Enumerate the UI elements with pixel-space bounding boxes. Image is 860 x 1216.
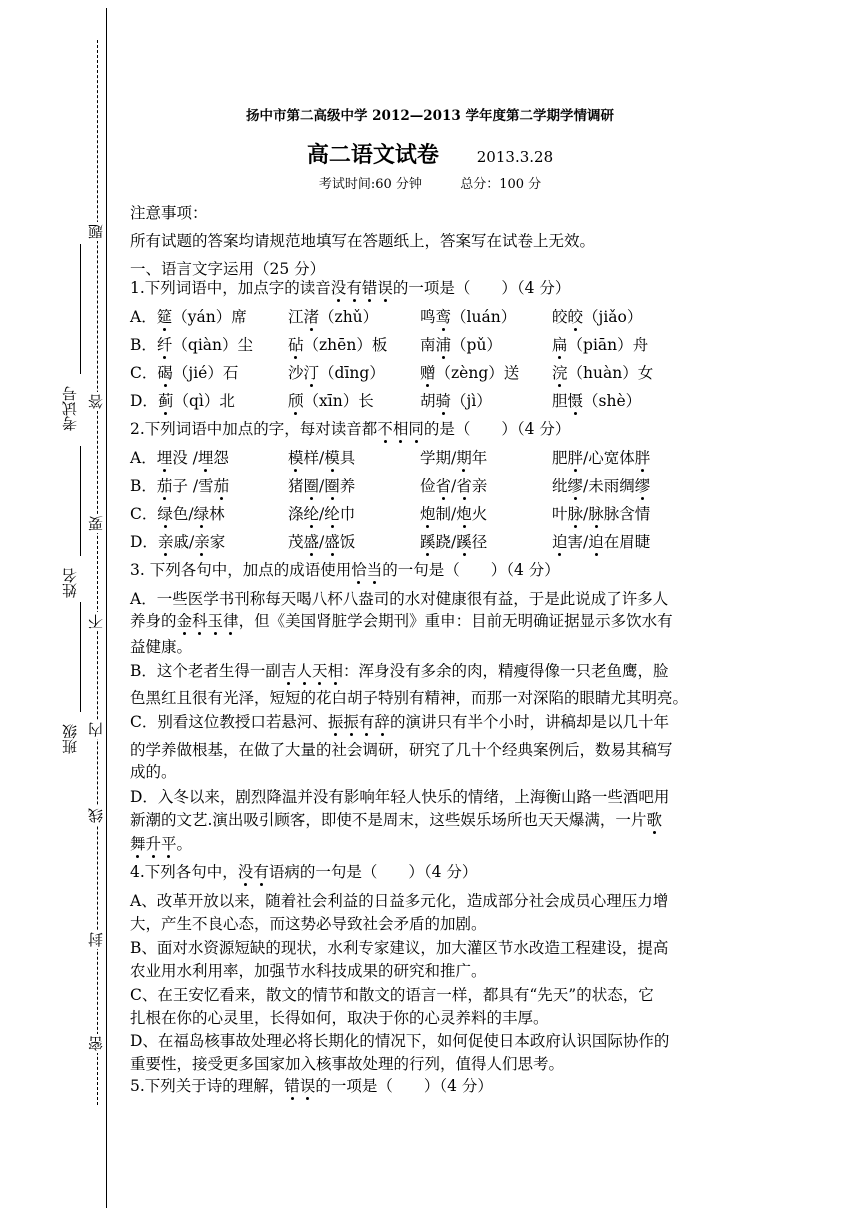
text-run: 子 /雪 [172,477,214,495]
text-line [130,589,668,609]
title-row [130,140,730,170]
emphasis-dot-char: 相 [327,662,343,680]
text-line [130,611,673,631]
text-run: 江 [288,308,304,326]
text-run: 肥 [552,449,568,467]
option-cell [420,532,487,552]
text-line [130,740,673,760]
emphasis-dot-char: 埋 [156,449,173,467]
emphasis-dot-char: 鸾 [435,308,452,326]
text-run: （zhēn）板 [303,336,388,354]
emphasis-dot-char: 辞 [374,713,390,731]
emphasis-dot-char: 升 [145,835,162,853]
emphasis-dot-char: 茄 [156,477,173,495]
emphasis-dot-char: 盛 [303,533,320,551]
text-run: 的一项是（ ）（4 分） [315,1077,493,1095]
text-run: A． [130,449,157,467]
school-term-heading: 扬中市第二高级中学 2012—2013 学年度第二学期学情调研 [245,108,615,124]
text-run: 皎 [552,308,568,326]
text-run: B． [130,336,157,354]
text-run: A．一些医学书刊称每天喝八杯八盎司的水对健康很有益，于是此说成了许多人 [130,590,669,608]
emphasis-dot-char: 振 [343,713,359,731]
option-cell [552,504,650,524]
text-run: 涤 [288,505,304,523]
text-run: 猪 [288,477,304,495]
emphasis-dot-char: 赠 [420,364,436,382]
text-run: D、在福岛核事故处理必将长期化的情况下，如何促使日本政府认识国际协作的 [130,1032,670,1050]
seal-char: 密 [87,1036,105,1051]
text-run: A、改革开放以来，随着社会利益的日益多元化，造成部分社会成员心理压力增 [130,892,669,910]
emphasis-dot-char: 慑 [567,392,584,410]
text-line [130,712,669,732]
option-cell [288,307,378,327]
emphasis-dot-char: 迫 [552,533,568,551]
text-run: （zhǔ） [319,308,379,326]
seal-char: 答 [87,394,105,409]
text-run: （piān）舟 [567,336,649,354]
text-run: （pǔ） [451,336,502,354]
emphasis-dot-char: 纤 [156,336,173,354]
emphasis-dot-char: 模 [288,449,304,467]
emphasis-dot-char: 颀 [288,392,304,410]
paper-title: 高二语文试卷 [306,142,439,168]
text-run: A． [130,308,157,326]
text-run: 色/ [172,505,194,523]
option-cell [420,391,492,411]
emphasis-dot-char: 迫 [588,533,604,551]
option-cell [552,391,641,411]
text-line [130,787,669,807]
emphasis-dot-char: 砧 [288,336,304,354]
emphasis-dot-char: 缪 [634,477,651,495]
exam-time: 考试时间:60 分钟 [318,177,422,192]
text-run: 家 [209,533,226,551]
text-run: 的是（ ）（4 分） [423,420,571,438]
emphasis-dot-char: 错 [284,1077,300,1095]
text-run: C． [130,364,158,382]
class-line[interactable] [80,602,81,712]
text-run: 径 [471,533,488,551]
option-cell [288,363,385,383]
emphasis-dot-char: 省 [435,477,452,495]
emphasis-dot-char: 恰 [351,561,367,579]
option-cell [552,476,650,496]
text-run: ：浑身没有多余的肉，精瘦得像一只老鱼鹰，脸 [342,662,669,680]
question-stem [130,862,477,882]
text-run: （yán）席 [172,308,247,326]
text-line [130,688,688,708]
text-run: D． [130,533,158,551]
text-run: （luán） [451,308,517,326]
name-line[interactable] [80,446,81,556]
text-run: 语病的一句是（ ）（4 分） [268,863,478,881]
text-run: （zèng）送 [435,364,520,382]
emphasis-dot-char: 振 [327,713,344,731]
text-run: 沙 [288,364,304,382]
emphasis-dot-char: 期 [456,449,472,467]
text-run: 色黑红且很有光泽，短短的花白胡子特别有精神，而那一对深陷的眼睛尤其明亮。 [130,689,689,707]
text-run: 新潮的文艺.演出吸引顾客，即使不是周末，这些娱乐场所也天天爆满，一片 [130,811,647,829]
emphasis-dot-char: 浣 [552,364,568,382]
text-run: 大，产生不良心态，而这势必导致社会矛盾的加剧。 [130,915,487,933]
emphasis-dot-char: 金 [176,612,193,630]
option-cell [552,448,650,468]
emphasis-dot-char: 没 [237,863,254,881]
text-run: ，但《美国肾脏学会期刊》重申：目前无明确证据显示多饮水有 [238,612,673,630]
text-run: 没 / [172,449,198,467]
text-run: 火 [471,505,488,523]
text-run: 饭 [339,533,356,551]
text-run: 鸣 [420,308,436,326]
text-run: C、在王安忆看来，散文的情节和散文的语言一样，都具有“先天”的状态，它 [130,986,654,1004]
exam-total: 总分：100 分 [460,177,542,192]
emphasis-dot-char: 有 [346,279,362,297]
text-run: 学期/ [420,449,457,467]
emphasis-dot-char: 扁 [552,336,568,354]
emphasis-dot-char: 缪 [567,477,584,495]
emphasis-dot-char: 脉 [588,505,604,523]
text-run: 在眉睫 [603,533,651,551]
option-cell [130,335,253,355]
option-cell [130,532,225,552]
text-line [130,762,177,782]
option-cell [130,448,229,468]
option-cell [130,476,229,496]
emphasis-dot-char: 蓟 [157,392,174,410]
emphasis-dot-char: 圈 [303,477,320,495]
exam-number-line[interactable] [80,244,81,374]
emphasis-dot-char: 炮 [420,505,436,523]
emphasis-dot-char: 不 [377,420,393,438]
seal-char: 要 [87,516,105,531]
text-run: B、面对水资源短缺的现状，水利专家建议，加大灌区节水改造工程建设，提高 [130,939,669,957]
text-run: 亲 [471,477,488,495]
text-run: 扎根在你的心灵里，长得如何，取决于你的心灵养料的丰厚。 [130,1009,549,1027]
text-run: C． [130,505,158,523]
text-run: 害/ [567,533,589,551]
class-label: 班级 [61,724,79,754]
text-run: D． [130,392,158,410]
emphasis-dot-char: 人 [296,662,312,680]
text-run: 农业用水利用率，加强节水科技成果的研究和推广。 [130,962,487,980]
text-run: / [319,533,325,551]
emphasis-dot-char: 有 [358,713,375,731]
emphasis-dot-char: 纶 [303,505,320,523]
text-run: /未雨绸 [583,477,635,495]
emphasis-dot-char: 圈 [324,477,340,495]
emphasis-dot-char: 浦 [435,336,452,354]
text-run: 叶 [552,505,568,523]
text-run: 年 [471,449,488,467]
text-run: /心宽体 [583,449,635,467]
margin-rule [106,8,107,1208]
text-line [130,1054,564,1074]
option-cell [130,307,247,327]
text-run: B．这个老者生得一副 [130,662,281,680]
emphasis-dot-char: 科 [192,612,208,630]
text-run: 的一项是（ ）（4 分） [392,279,571,297]
emphasis-dot-char: 当 [366,561,383,579]
emphasis-dot-char: 同 [408,420,424,438]
emphasis-dot-char: 舞 [130,835,146,853]
option-cell [130,504,225,524]
emphasis-dot-char: 误 [299,1077,316,1095]
option-cell [420,504,487,524]
seal-char: 线 [87,808,105,823]
emphasis-dot-char: 歌 [646,811,662,829]
option-cell [288,504,355,524]
option-cell [288,448,355,468]
option-cell [130,391,235,411]
option-cell [420,448,487,468]
option-cell [288,335,387,355]
emphasis-dot-char: 汀 [303,364,320,382]
option-cell [288,532,355,552]
text-run: （jié）石 [172,364,239,382]
text-run: 的演讲只有半个小时，讲稿却是以几十年 [389,713,669,731]
emphasis-dot-char: 脉 [567,505,584,523]
emphasis-dot-char: 相 [392,420,409,438]
text-run: 样/ [303,449,325,467]
text-run: 制/ [435,505,457,523]
text-run: / [319,477,325,495]
text-run: B． [130,477,157,495]
emphasis-dot-char: 埋 [197,449,214,467]
question-stem [130,419,570,439]
emphasis-dot-char: 筵 [156,308,173,326]
emphasis-dot-char: 胖 [634,449,651,467]
emphasis-dot-char: 皎 [567,308,584,326]
question-stem [130,278,570,298]
text-run: 养 [339,477,356,495]
emphasis-dot-char: 错 [361,279,378,297]
emphasis-dot-char: 有 [253,863,269,881]
text-run: 成的。 [130,763,177,781]
text-run: 。 [176,835,193,853]
emphasis-dot-char: 盛 [324,533,340,551]
text-run: 纰 [552,477,568,495]
text-run: C．别看这位教授口若悬河、 [130,713,328,731]
text-line [130,938,668,958]
emphasis-dot-char: 绿 [193,505,210,523]
text-run: （jiǎo） [583,308,643,326]
emphasis-dot-char: 纶 [324,505,340,523]
text-run: （huàn）女 [567,364,654,382]
text-run: 2.下列词语中加点的字，每对读音都 [130,420,378,438]
text-run: 益健康。 [130,638,193,656]
text-line [130,1031,669,1051]
text-line [130,961,487,981]
section-heading: 一、语言文字运用（25 分） [130,260,326,278]
binding-margin [0,0,112,1216]
text-run: 茂 [288,533,304,551]
text-run: （qiàn）尘 [172,336,254,354]
text-run: （dīng） [319,364,385,382]
text-run: 4.下列各句中， [130,863,238,881]
emphasis-dot-char: 亲 [194,533,210,551]
text-run: （shè） [583,392,642,410]
text-run: 养身的 [130,612,177,630]
exam-number-label: 考试号 [61,386,79,431]
seal-char: 内 [87,722,105,737]
option-cell [552,532,650,552]
text-line [130,914,487,934]
seal-char: 封 [87,932,105,947]
emphasis-dot-char: 亲 [157,533,174,551]
emphasis-dot-char: 没 [330,279,347,297]
option-cell [288,391,374,411]
option-cell [420,335,502,355]
option-cell [288,476,355,496]
emphasis-dot-char: 骑 [435,392,452,410]
emphasis-dot-char: 蹊 [420,533,436,551]
text-run: 重要性，接受更多国家加入核事故处理的行列，值得人们思考。 [130,1055,565,1073]
text-run: 的一句是（ ）（4 分） [382,561,560,579]
emphasis-dot-char: 绿 [157,505,173,523]
text-run: （qì）北 [173,392,235,410]
question-stem [130,1076,493,1096]
text-run: / [451,477,457,495]
text-run: （jì） [451,392,492,410]
emphasis-dot-char: 碣 [157,364,173,382]
text-line [130,810,662,830]
text-run: 林 [209,505,225,523]
name-label: 姓名 [61,568,79,598]
emphasis-dot-char: 渚 [303,308,320,326]
text-run: 巾 [339,505,356,523]
emphasis-dot-char: 炮 [456,505,472,523]
text-run: （xīn）长 [303,392,374,410]
text-run: 怨 [213,449,229,467]
notice-text: 所有试题的答案均请规范地填写在答题纸上，答案写在试卷上无效。 [130,232,596,250]
emphasis-dot-char: 模 [324,449,340,467]
text-run: 跷/ [435,533,457,551]
emphasis-dot-char: 律 [223,612,239,630]
option-cell [420,307,516,327]
seal-char: 题 [87,224,105,239]
text-run: 胡 [420,392,436,410]
text-run: 南 [420,336,436,354]
text-line [130,985,654,1005]
emphasis-dot-char: 蹊 [456,533,472,551]
text-line [130,661,668,681]
emphasis-dot-char: 平 [161,835,177,853]
option-cell [552,307,642,327]
seal-char: 不 [87,614,105,629]
emphasis-dot-char: 天 [311,662,328,680]
text-run: 戚/ [173,533,195,551]
option-cell [552,363,653,383]
option-cell [552,335,648,355]
emphasis-dot-char: 吉 [280,662,297,680]
notice-heading: 注意事项： [130,204,208,222]
text-line [130,1008,549,1028]
emphasis-dot-char: 误 [377,279,393,297]
text-run: / [319,505,325,523]
text-line [130,891,668,911]
option-cell [420,476,487,496]
emphasis-dot-char: 省 [456,477,472,495]
text-line [130,637,192,657]
text-run: 5.下列关于诗的理解， [130,1077,285,1095]
text-run: 胆 [552,392,568,410]
text-run: 俭 [420,477,436,495]
text-run: 的学养做根基，在做了大量的社会调研，研究了几十个经典案例后，数易其稿写 [130,741,673,759]
emphasis-dot-char: 茄 [213,477,230,495]
text-run: 具 [339,449,356,467]
question-stem [130,560,560,580]
emphasis-dot-char: 胖 [567,449,584,467]
emphasis-dot-char: 玉 [207,612,224,630]
option-cell [420,363,519,383]
paper-date: 2013.3.28 [476,148,554,166]
text-run: / [583,505,589,523]
text-run: 脉含情 [603,505,651,523]
text-run: 3. 下列各句中，加点的成语使用 [130,561,352,579]
text-run: D．入冬以来，剧烈降温并没有影响年轻人快乐的情绪，上海衡山路一些酒吧用 [130,788,670,806]
exam-meta [130,175,730,195]
option-cell [130,363,238,383]
text-line [130,834,192,854]
text-run: 1.下列词语中，加点字的读音 [130,279,331,297]
